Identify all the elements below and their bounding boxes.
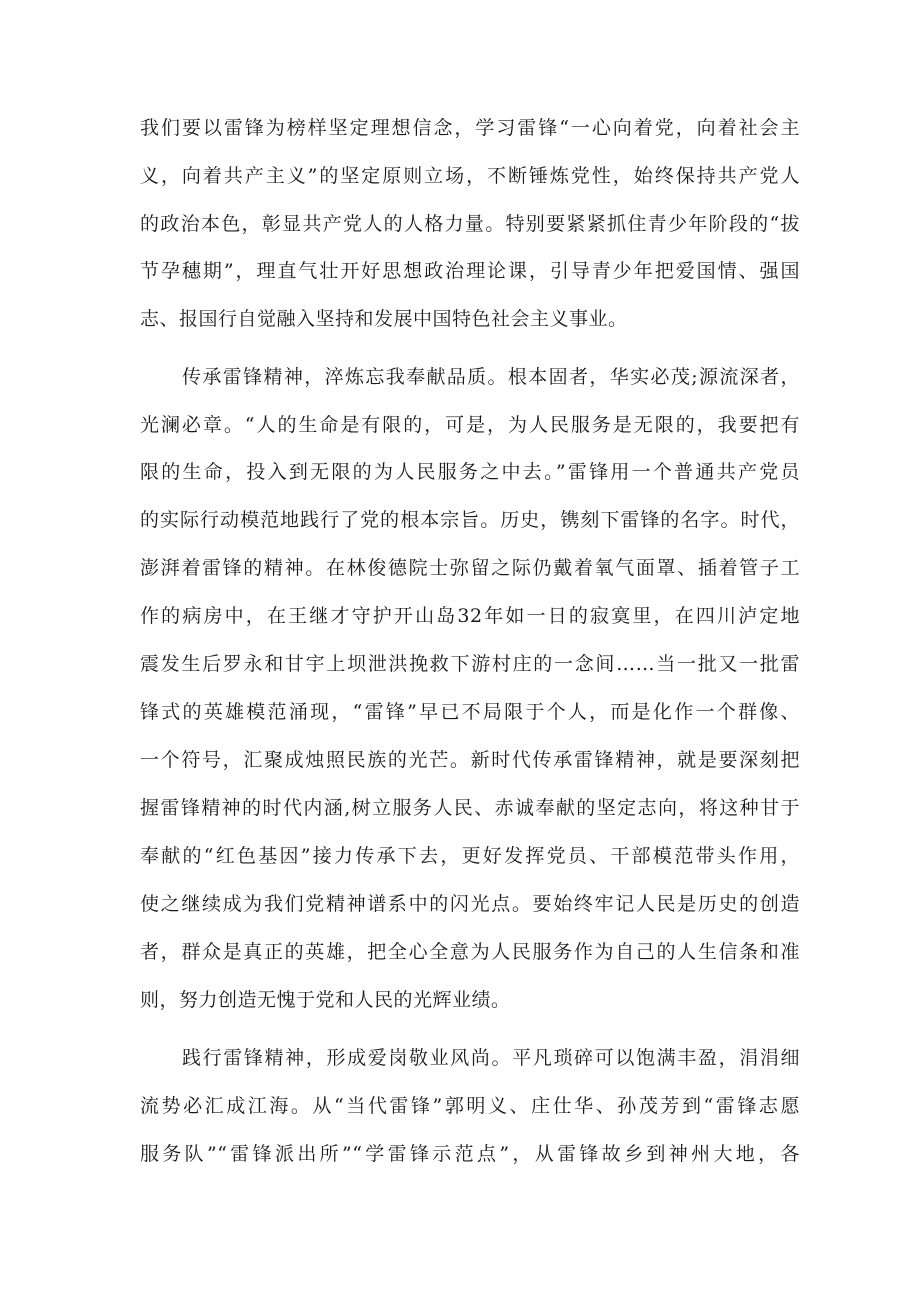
text-line: 节孕穗期”，理直气壮开好思想政治理论课，引导青少年把爱国情、强国	[140, 260, 800, 282]
text-line: 作的病房中，在王继才守护开山岛32年如一日的寂寞里，在四川泸定地	[140, 605, 800, 627]
text-line: 则，努力创造无愧于党和人民的光辉业绩。	[140, 989, 511, 1011]
text-line: 志、报国行自觉融入坚持和发展中国特色社会主义事业。	[140, 308, 628, 330]
text-line: 锋式的英雄模范涌现，“雷锋”早已不局限于个人，而是化作一个群像、	[140, 701, 800, 723]
text-line: 的实际行动模范地践行了党的根本宗旨。历史，镌刻下雷锋的名字。时代，	[140, 509, 800, 531]
text-line: 践行雷锋精神，形成爱岗敬业风尚。平凡琐碎可以饱满丰盈，涓涓细	[182, 1047, 800, 1069]
text-line: 一个符号，汇聚成烛照民族的光芒。新时代传承雷锋精神，就是要深刻把	[140, 749, 800, 771]
text-line: 的政治本色，彰显共产党人的人格力量。特别要紧紧抓住青少年阶段的“拔	[140, 213, 800, 235]
text-line: 震发生后罗永和甘宇上坝泄洪挽救下游村庄的一念间……当一批又一批雷	[140, 653, 800, 675]
text-line: 握雷锋精神的时代内涵,树立服务人民、赤诚奉献的坚定志向，将这种甘于	[140, 797, 800, 819]
text-line: 光澜必章。“人的生命是有限的，可是，为人民服务是无限的，我要把有	[140, 414, 800, 436]
text-line: 义，向着共产主义”的坚定原则立场，不断锤炼党性，始终保持共产党人	[140, 165, 800, 187]
text-line: 流势必汇成江海。从“当代雷锋”郭明义、庄仕华、孙茂芳到“雷锋志愿	[140, 1095, 800, 1117]
text-line: 奉献的“红色基因”接力传承下去，更好发挥党员、干部模范带头作用，	[140, 845, 800, 867]
text-line: 我们要以雷锋为榜样坚定理想信念，学习雷锋“一心向着党，向着社会主	[140, 117, 800, 139]
text-line: 限的生命，投入到无限的为人民服务之中去。”雷锋用一个普通共产党员	[140, 461, 800, 483]
text-line: 者，群众是真正的英雄，把全心全意为人民服务作为自己的人生信条和准	[140, 941, 800, 963]
text-line: 澎湃着雷锋的精神。在林俊德院士弥留之际仍戴着氧气面罩、插着管子工	[140, 557, 800, 579]
text-line: 使之继续成为我们党精神谱系中的闪光点。要始终牢记人民是历史的创造	[140, 893, 800, 915]
text-line: 传承雷锋精神，淬炼忘我奉献品质。根本固者，华实必茂;源流深者，	[182, 366, 800, 388]
text-line: 服务队”“雷锋派出所”“学雷锋示范点”，从雷锋故乡到神州大地，各	[140, 1143, 800, 1165]
